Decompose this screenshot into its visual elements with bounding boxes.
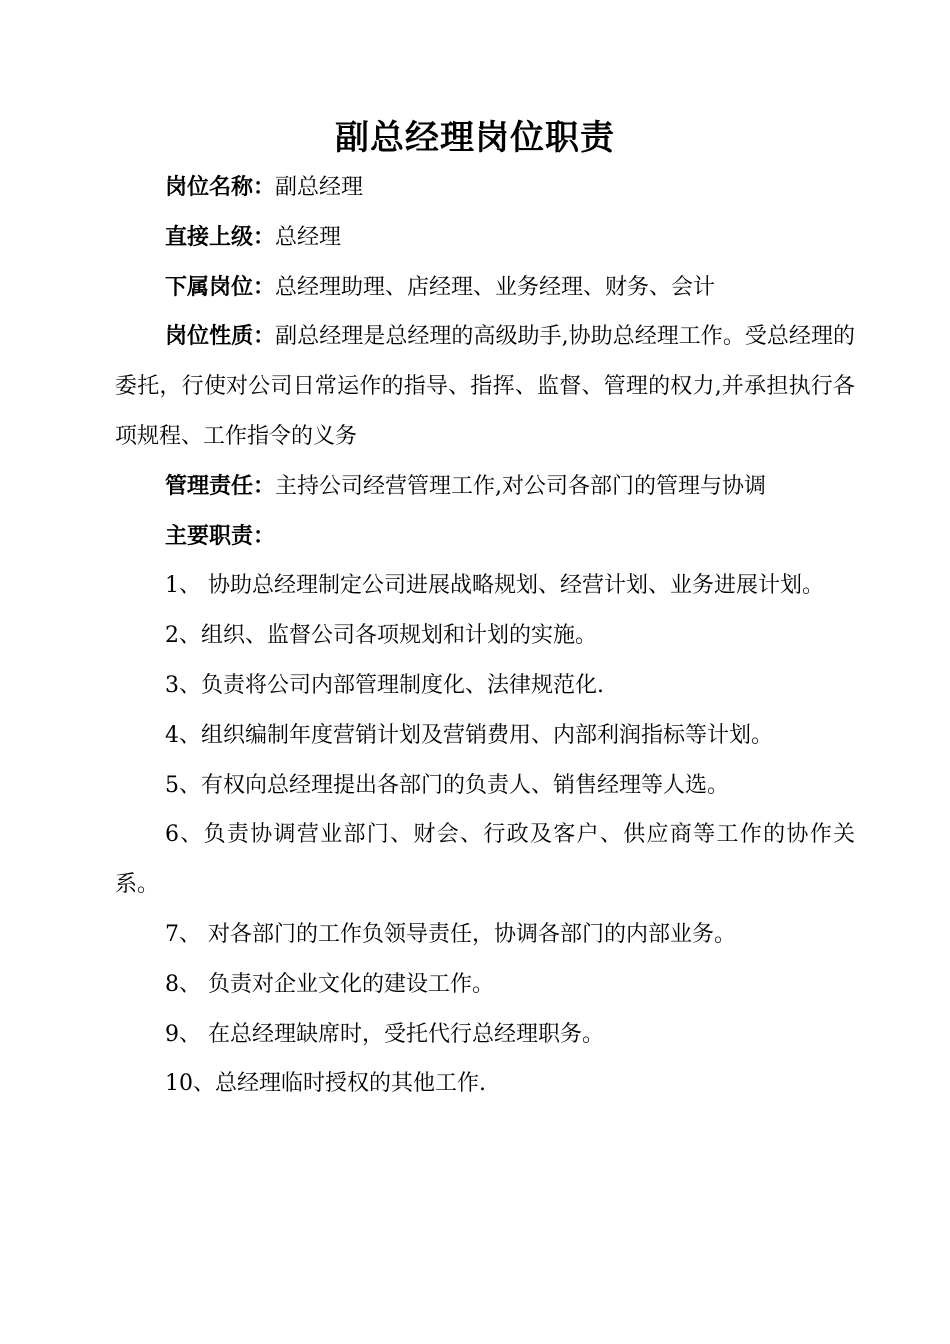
duty-item: 3、负责将公司内部管理制度化、法律规范化.	[165, 672, 604, 698]
document-body	[115, 163, 855, 1109]
field-label: 直接上级：	[165, 223, 276, 250]
field-management-responsibility	[115, 462, 855, 512]
field-label: 下属岗位：	[165, 273, 276, 300]
field-value: 主持公司经营管理工作,对公司各部门的管理与协调	[275, 473, 767, 499]
duties-heading: 主要职责：	[165, 522, 276, 549]
duty-item: 5、有权向总经理提出各部门的负责人、销售经理等人选。	[165, 772, 729, 798]
duty-item: 9、 在总经理缺席时，受托代行总经理职务。	[165, 1021, 604, 1047]
duty-item: 2、组织、监督公司各项规划和计划的实施。	[165, 623, 597, 649]
duty-item: 6、负责协调营业部门、财会、行政及客户、供应商等工作的协作关系。	[115, 822, 855, 898]
duty-item: 1、 协助总经理制定公司进展战略规划、经营计划、业务进展计划。	[165, 573, 824, 599]
duty-item: 7、 对各部门的工作负领导责任，协调各部门的内部业务。	[165, 921, 736, 947]
field-value: 总经理	[275, 224, 342, 250]
field-label: 岗位性质：	[165, 323, 276, 350]
document-title: 副总经理岗位职责	[335, 118, 615, 158]
field-position-nature	[115, 312, 855, 461]
duty-item: 8、 负责对企业文化的建设工作。	[165, 971, 494, 997]
duty-item: 4、组织编制年度营销计划及营销费用、内部利润指标等计划。	[165, 722, 773, 748]
field-position-name	[115, 163, 855, 213]
field-label: 管理责任：	[165, 472, 276, 499]
duty-item: 10、总经理临时授权的其他工作.	[165, 1071, 486, 1097]
field-label: 岗位名称：	[165, 174, 276, 200]
field-subordinate-positions	[115, 263, 855, 313]
field-direct-superior	[115, 213, 855, 263]
field-value: 总经理助理、店经理、业务经理、财务、会计	[275, 274, 716, 300]
field-value: 副总经理是总经理的高级助手,协助总经理工作。受总经理的委托，行使对公司日常运作的指导、指挥、监督、管理的权力,并承担执行各项规程、工作指令的义务	[115, 324, 855, 449]
field-value: 副总经理	[275, 175, 364, 200]
